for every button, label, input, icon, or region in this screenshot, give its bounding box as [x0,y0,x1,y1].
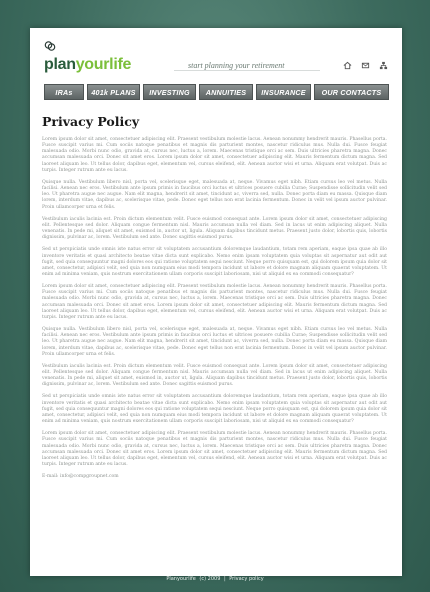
policy-paragraph: Sed ut perspiciatis unde omnis iste natus error sit voluptatem accusantium doloremque laudantium, totam rem aperiam, eaque ipsa quae ab illo inventore veritatis et quasi architecto beatae vitae dicta sunt explicabo. Nemo enim ipsam voluptatem quia voluptas sit aspernatur aut odit aut fugit, sed quia consequuntur magni dolores eos qui ratione voluptatem sequi nesciunt. Neque porro quisquam est, qui dolorem ipsum quia dolor sit amet, consectetur, adipisci velit, sed quia non numquam eius modi tempora incidunt ut labore et dolore magnam aliquam quaerat voluptatem. Ut enim ad minima veniam, quis nostrum exercitationem ullam corporis suscipit laboriosam, nisi ut aliquid ex ea commodi consequatur? [42,247,387,277]
site-logo[interactable] [44,56,131,74]
mail-icon[interactable] [361,61,370,70]
footer-privacy-link[interactable]: Privacy policy [229,576,264,582]
email-label: E-mail: [42,474,61,480]
home-icon[interactable] [343,61,352,70]
policy-paragraph: Vestibulum iaculis lacinia est. Proin dictum elementum velit. Fusce euismod consequat ante. Lorem ipsum dolor sit amet, consectetuer adipiscing elit. Pellentesque sed dolor. Aliquam congue fermentum nisl. Mauris accumsan nulla vel diam. Sed in lacus ut enim adipiscing aliquet. Nulla venenatis. In pede mi, aliquet sit amet, euismod in, auctor ut, ligula. Aliquam dapibus tincidunt metus. Praesent justo dolor, lobortis quis, lobortis dignissim, pulvinar ac, lorem. Vestibulum sed ante. Donec sagittis euismod purus. [42,216,387,241]
site-tagline: start planning your retirement [188,61,285,70]
policy-paragraph: Quisque nulla. Vestibulum libero nisl, porta vel, scelerisque eget, malesuada at, neque. Vivamus eget nibh. Etiam cursus leo vel metus. Nulla facilisi. Aenean nec eros. Vestibulum ante ipsum primis in faucibus orci luctus et ultrices posuere cubilia Curae; Suspendisse sollicitudin velit sed leo. Ut pharetra augue nec augue. Nam elit magna, hendrerit sit amet, tincidunt ac, viverra sed, nulla. Donec porta diam eu massa. Quisque diam lorem, interdum vitae, dapibus ac, scelerisque vitae, pede. Donec eget tellus non erat lacinia fermentum. Donec in velit vel ipsum auctor pulvinar. Proin ullamcorper urna et felis. [42,327,387,357]
nav-our-contacts[interactable]: OUR CONTACTS [314,84,389,100]
policy-paragraph: Lorem ipsum dolor sit amet, consectetuer adipiscing elit. Praesent vestibulum molestie lacus. Aenean nonummy hendrerit mauris. Phasellus porta. Fusce suscipit varius mi. Cum sociis natoque penatibus et magnis dis parturient montes, nascetur ridiculus mus. Nulla dui. Fusce feugiat malesuada odio. Morbi nunc odio, gravida at, cursus nec, luctus a, lorem. Maecenas tristique orci ac sem. Duis ultricies pharetra magna. Donec accumsan malesuada orci. Donec sit amet eros. Lorem ipsum dolor sit amet, consectetuer adipiscing elit. Mauris fermentum dictum magna. Sed laoreet aliquam leo. Ut tellus dolor, dapibus eget, elementum vel, cursus eleifend, elit. Aenean auctor wisi et urna. Aliquam erat volutpat. Duis ac turpis. Integer rutrum ante eu lacus. [42,284,387,320]
page-sheet [30,28,402,576]
footer-copyright: (c) 2009 [199,576,221,582]
policy-paragraph: Lorem ipsum dolor sit amet, consectetuer adipiscing elit. Praesent vestibulum molestie lacus. Aenean nonummy hendrerit mauris. Phasellus porta. Fusce suscipit varius mi. Cum sociis natoque penatibus et magnis dis parturient montes, nascetur ridiculus mus. Nulla dui. Fusce feugiat malesuada odio. Morbi nunc odio, gravida at, cursus nec, luctus a, lorem. Maecenas tristique orci ac sem. Duis ultricies pharetra magna. Donec accumsan malesuada orci. Donec sit amet eros. Lorem ipsum dolor sit amet, consectetuer adipiscing elit. Mauris fermentum dictum magna. Sed laoreet aliquam leo. Ut tellus dolor, dapibus eget, elementum vel, cursus eleifend, elit. Aenean auctor wisi et urna. Aliquam erat volutpat. Duis ac turpis. Integer rutrum ante eu lacus. [42,431,387,468]
policy-paragraph: Quisque nulla. Vestibulum libero nisl, porta vel, scelerisque eget, malesuada at, neque. Vivamus eget nibh. Etiam cursus leo vel metus. Nulla facilisi. Aenean nec eros. Vestibulum ante ipsum primis in faucibus orci luctus et ultrices posuere cubilia Curae; Suspendisse sollicitudin velit sed leo. Ut pharetra augue nec augue. Nam elit magna, hendrerit sit amet, tincidunt ac, viverra sed, nulla. Donec porta diam eu massa. Quisque diam lorem, interdum vitae, dapibus ac, scelerisque vitae, pede. Donec eget tellus non erat lacinia fermentum. Donec in velit vel ipsum auctor pulvinar. Proin ullamcorper urna et felis. [42,179,387,210]
footer-site-name: Planyourlife [166,576,196,582]
footer-separator: | [223,576,226,582]
policy-paragraph: Vestibulum iaculis lacinia est. Proin dictum elementum velit. Fusce euismod consequat ante. Lorem ipsum dolor sit amet, consectetuer adipiscing elit. Pellentesque sed dolor. Aliquam congue fermentum nisl. Mauris accumsan nulla vel diam. Sed in lacus ut enim adipiscing aliquet. Nulla venenatis. In pede mi, aliquet sit amet, euismod in, auctor ut, ligula. Aliquam dapibus tincidunt metus. Praesent justo dolor, lobortis quis, lobortis dignissim, pulvinar ac, lorem. Vestibulum sed ante. Donec sagittis euismod purus. [42,363,387,388]
nav-annuities[interactable]: ANNUITIES [199,84,253,100]
email-line [42,474,387,479]
logo-mark-icon [44,40,56,52]
nav-iras[interactable]: IRAs [44,84,84,100]
main-nav [44,84,389,100]
nav-investing[interactable]: INVESTING [143,84,196,100]
email-link[interactable]: info@compgroupnet.com [60,474,119,480]
sitemap-icon[interactable] [379,61,388,70]
policy-paragraph: Lorem ipsum dolor sit amet, consectetuer adipiscing elit. Praesent vestibulum molestie lacus. Aenean nonummy hendrerit mauris. Phasellus porta. Fusce suscipit varius mi. Cum sociis natoque penatibus et magnis dis parturient montes, nascetur ridiculus mus. Nulla dui. Fusce feugiat malesuada odio. Morbi nunc odio, gravida at, cursus nec, luctus a, lorem. Maecenas tristique orci ac sem. Duis ultricies pharetra magna. Donec accumsan malesuada orci. Donec sit amet eros. Lorem ipsum dolor sit amet, consectetuer adipiscing elit. Mauris fermentum dictum magna. Sed laoreet aliquam leo. Ut tellus dolor, dapibus eget, elementum vel, cursus eleifend, elit. Aenean auctor wisi et urna. Aliquam erat volutpat. Duis ac turpis. Integer rutrum ante eu lacus. [42,137,387,173]
policy-content [42,137,387,479]
tagline-divider [174,70,320,71]
nav-401k-plans[interactable]: 401k PLANS [87,84,140,100]
nav-insurance[interactable]: INSURANCE [256,84,311,100]
footer [0,576,430,582]
policy-paragraph: Sed ut perspiciatis unde omnis iste natus error sit voluptatem accusantium doloremque laudantium, totam rem aperiam, eaque ipsa quae ab illo inventore veritatis et quasi architecto beatae vitae dicta sunt explicabo. Nemo enim ipsam voluptatem quia voluptas sit aspernatur aut odit aut fugit, sed quia consequuntur magni dolores eos qui ratione voluptatem sequi nesciunt. Neque porro quisquam est, qui dolorem ipsum quia dolor sit amet, consectetur, adipisci velit, sed quia non numquam eius modi tempora incidunt ut labore et dolore magnam aliquam quaerat voluptatem. Ut enim ad minima veniam, quis nostrum exercitationem ullam corporis suscipit laboriosam, nisi ut aliquid ex ea commodi consequatur? [42,394,387,425]
logo-text-yourlife: yourlife [75,56,132,73]
logo-text-plan: plan [44,56,76,73]
page-title: Privacy Policy [42,114,140,129]
